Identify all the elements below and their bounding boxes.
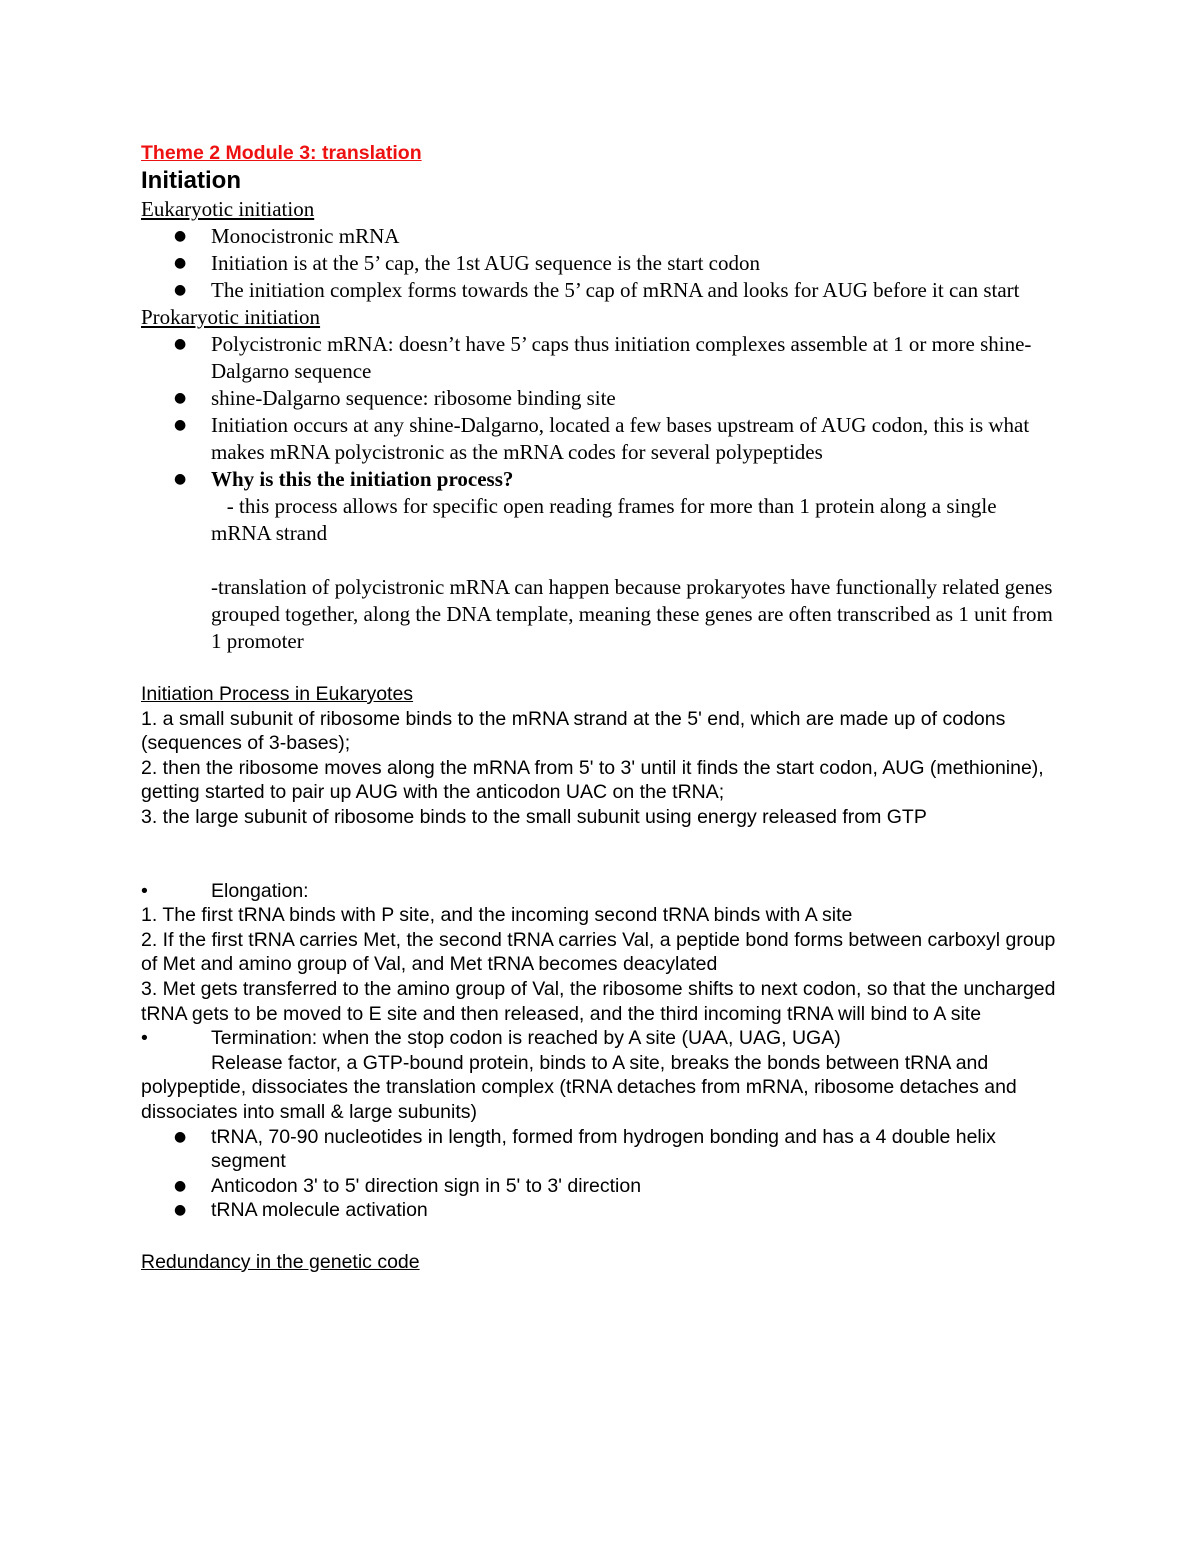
elongation-step: 2. If the first tRNA carries Met, the second tRNA carries Val, a peptide bond forms between carboxyl group of Met and amino group of Val, and Met tRNA becomes deacylated: [141, 928, 1056, 976]
subheading-prokaryotic: Prokaryotic initiation: [141, 305, 321, 329]
process-section: [141, 682, 1061, 1274]
termination-row: [141, 1026, 1061, 1051]
process-step: 1. a small subunit of ribosome binds to the mRNA strand at the 5' end, which are made up of codons (sequences of 3-bases);: [141, 707, 1006, 755]
process-step: 3. the large subunit of ribosome binds to the small subunit using energy released from GTP: [141, 805, 927, 828]
list-item: ● shine-Dalgarno sequence: ribosome binding site: [174, 386, 616, 410]
list-item: ● Monocistronic mRNA: [174, 224, 400, 248]
subheading-process: Initiation Process in Eukaryotes: [141, 683, 414, 705]
list-item: [141, 466, 1061, 655]
bullet-icon: ●: [174, 1177, 187, 1194]
list-item: ● Initiation is at the 5’ cap, the 1st AUG sequence is the start codon: [174, 251, 760, 275]
bullet-icon: ●: [174, 228, 187, 244]
elongation-step: 1. The first tRNA binds with P site, and the incoming second tRNA binds with A site: [141, 904, 853, 927]
trna-list: [141, 1125, 1061, 1223]
list-item: ● tRNA, 70-90 nucleotides in length, formed from hydrogen bonding and has a 4 double helix segment: [174, 1125, 996, 1173]
bullet-icon: ●: [174, 282, 187, 298]
subheading-redundancy: Redundancy in the genetic code: [141, 1250, 420, 1273]
bullet-icon: •: [141, 1027, 148, 1050]
bullet-icon: ●: [174, 417, 187, 433]
list-item: ● The initiation complex forms towards the 5’ cap of mRNA and looks for AUG before it can start: [174, 278, 1020, 302]
bullet-icon: ●: [174, 336, 187, 352]
bullet-icon: ●: [174, 255, 187, 271]
elongation-step: 3. Met gets transferred to the amino group of Val, the ribosome shifts to next codon, so that the uncharged tRNA gets to be moved to E site and then released, and the third incoming tRNA will bind to A site: [141, 977, 1056, 1025]
list-item: ● tRNA molecule activation: [174, 1199, 428, 1222]
list-item: ● Polycistronic mRNA: doesn’t have 5’ caps thus initiation complexes assemble at 1 or more shine-Dalgarno sequence: [174, 332, 1032, 383]
bullet-icon: ●: [174, 471, 187, 487]
list-item: ● Anticodon 3' to 5' direction sign in 5' to 3' direction: [174, 1174, 642, 1197]
list-item: ● Initiation occurs at any shine-Dalgarno, located a few bases upstream of AUG codon, this is what makes mRNA polycistronic as the mRNA codes for several polypeptides: [174, 413, 1030, 464]
termination-text: Release factor, a GTP-bound protein, binds to A site, breaks the bonds between tRNA and polypeptide, dissociates the translation complex (tRNA detaches from mRNA, ribosome detaches and dissociates into small & large subunits): [141, 1051, 1017, 1123]
termination-label: Termination: when the stop codon is reached by A site (UAA, UAG, UGA): [211, 1027, 841, 1050]
why-question: Why is this the initiation process?: [211, 467, 514, 491]
why-answer-1: - this process allows for specific open reading frames for more than 1 protein along a single mRNA strand: [211, 494, 1002, 545]
section-heading-initiation: Initiation: [141, 167, 241, 194]
elongation-row: [141, 879, 1061, 904]
bullet-icon: ●: [174, 390, 187, 406]
eukaryotic-list: [141, 223, 1061, 304]
bullet-icon: ●: [174, 1202, 187, 1219]
bullet-icon: ●: [174, 1128, 187, 1145]
bullet-icon: •: [141, 879, 148, 902]
process-step: 2. then the ribosome moves along the mRNA from 5' to 3' until it finds the start codon, AUG (methionine), getting started to pair up AUG with the anticodon UAC on the tRNA;: [141, 756, 1044, 804]
document-title: Theme 2 Module 3: translation: [141, 142, 422, 164]
prokaryotic-list: [141, 331, 1061, 655]
subheading-eukaryotic: Eukaryotic initiation: [141, 197, 315, 221]
elongation-label: Elongation:: [211, 879, 309, 902]
document-body: [141, 140, 1061, 1274]
why-answer-2: -translation of polycistronic mRNA can happen because prokaryotes have functionally related genes grouped together, along the DNA template, meaning these genes are often transcribed as 1 unit from 1 promoter: [211, 575, 1053, 653]
